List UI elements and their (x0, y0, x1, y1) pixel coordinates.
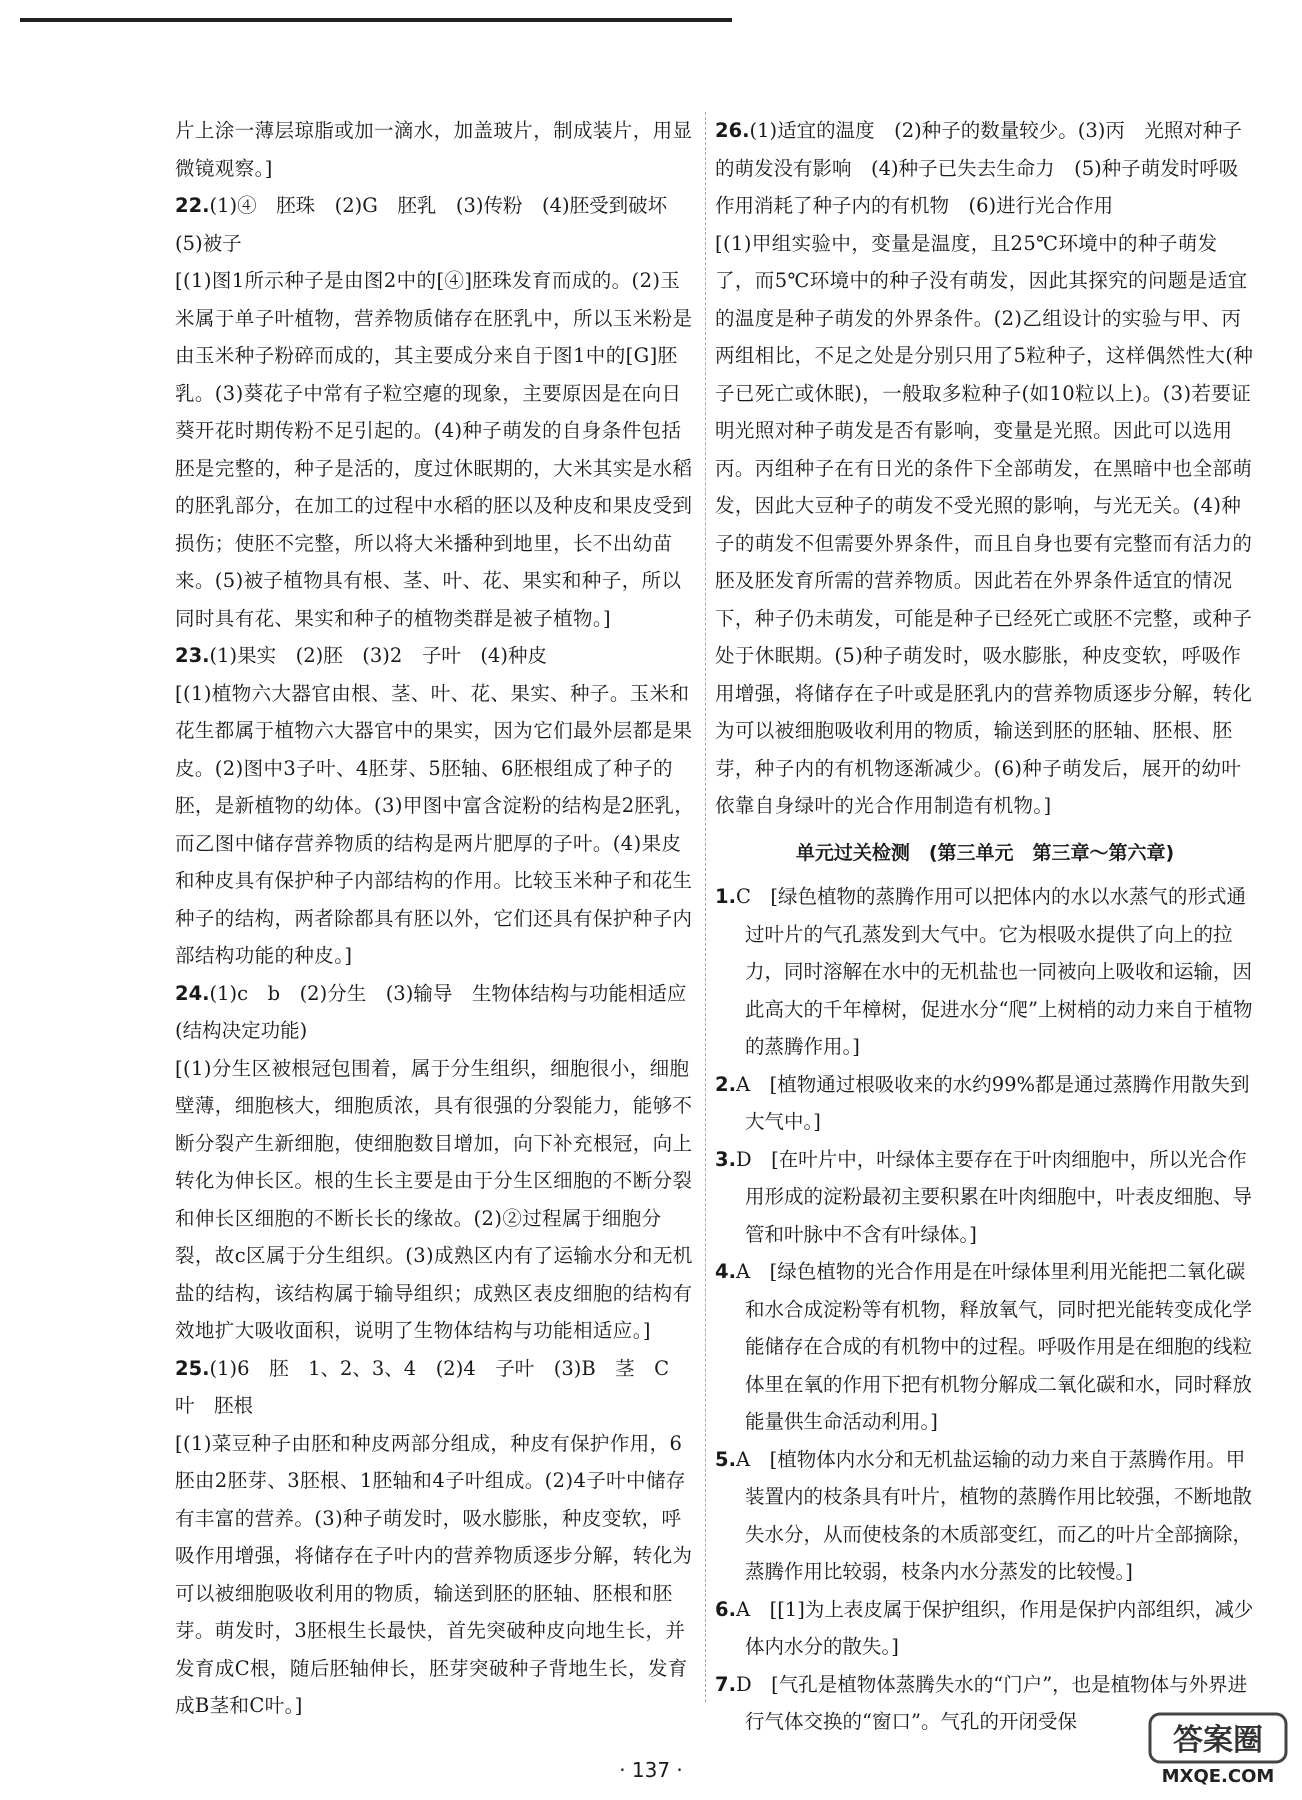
mc-answer: D (735, 1672, 752, 1696)
mc-item-1 (715, 878, 1255, 1066)
explanation-text: [(1)图1所示种子是由图2中的[④]胚珠发育而成的。(2)玉米属于单子叶植物，营养物质储存在胚乳中，所以玉米粉是由玉米种子粉碎而成的，其主要成分来自于图1中的[G]胚乳。(3)葵花子中常有子粒空瘪的现象，主要原因是在向日葵开花时期传粉不足引起的。(4)种子萌发的自身条件包括胚是完整的，种子是活的，度过休眠期的，大米其实是水稻的胚乳部分，在加工的过程中水稻的胚以及种皮和果皮受到损伤；使胚不完整，所以将大米播种到地里，长不出幼苗来。(5)被子植物具有根、茎、叶、花、果实和种子，所以同时具有花、果实和种子的植物类群是被子植物。] (175, 269, 693, 630)
watermark-logo (1148, 1712, 1288, 1788)
question-number: 26. (715, 119, 750, 142)
question-25 (175, 1350, 695, 1725)
mc-item-6 (715, 1591, 1255, 1666)
mc-explanation: [绿色植物的光合作用是在叶绿体里利用光能把二氧化碳和水合成淀粉等有机物，释放氧气，同时把光能转变成化学能储存在合成的有机物中的过程。呼吸作用是在细胞的线粒体里在氧的作用下把有机物分解成二氧化碳和水，同时释放能量供生命活动利用。] (745, 1260, 1253, 1433)
mc-explanation: [植物体内水分和无机盐运输的动力来自于蒸腾作用。甲装置内的枝条具有叶片，植物的蒸腾作用比较强，不断地散失水分，从而使枝条的木质部变红，而乙的叶片全部摘除，蒸腾作用比较弱，枝条内水分蒸发的比较慢。] (745, 1447, 1253, 1583)
mc-answer: A (735, 1447, 751, 1471)
left-column (175, 112, 695, 1725)
mc-item-4 (715, 1253, 1255, 1441)
mc-number: 4. (715, 1260, 736, 1283)
answer-text: (1)果实 (2)胚 (3)2 子叶 (4)种皮 (209, 644, 547, 667)
question-number: 22. (175, 194, 210, 217)
mc-answers (715, 878, 1255, 1741)
question-number: 23. (175, 644, 210, 667)
answer-text: (1)④ 胚珠 (2)G 胚乳 (3)传粉 (4)胚受到破坏 (5)被子 (175, 194, 687, 255)
mc-explanation: [[1]为上表皮属于保护组织，作用是保护内部组织，减少体内水分的散失。] (745, 1597, 1254, 1658)
mc-number: 5. (715, 1447, 736, 1471)
answer-text: (1)适宜的温度 (2)种子的数量较少。(3)丙 光照对种子的萌发没有影响 (4)种子已失去生命力 (5)种子萌发时呼吸作用消耗了种子内的有机物 (6)进行光合作用 (715, 119, 1242, 217)
answer-text: (1)c b (2)分生 (3)输导 生物体结构与功能相适应(结构决定功能) (175, 981, 687, 1042)
mc-explanation: [植物通过根吸收来的水约99%都是通过蒸腾作用散失到大气中。] (745, 1072, 1250, 1133)
explanation-text: [(1)甲组实验中，变量是温度，且25℃环境中的种子萌发了，而5℃环境中的种子没有萌发，因此其探究的问题是适宜的温度是种子萌发的外界条件。(2)乙组设计的实验与甲、丙两组相比，不足之处是分别只用了5粒种子，这样偶然性大(种子已死亡或休眠)，一般取多粒种子(如10粒以上)。(3)若要证明光照对种子萌发是否有影响，变量是光照。因此可以选用丙。丙组种子在有日光的条件下全部萌发，在黑暗中也全部萌发，因此大豆种子的萌发不受光照的影响，与光无关。(4)种子的萌发不但需要外界条件，而且自身也要有完整而有活力的胚及胚发育所需的营养物质。因此若在外界条件适宜的情况下，种子仍未萌发，可能是种子已经死亡或胚不完整，或种子处于休眠期。(5)种子萌发时，吸水膨胀，种皮变软，呼吸作用增强，将储存在子叶或是胚乳内的营养物质逐步分解，转化为可以被细胞吸收利用的物质，输送到胚的胚轴、胚根、胚芽，种子内的有机物逐渐减少。(6)种子萌发后，展开的幼叶依靠自身绿叶的光合作用制造有机物。] (715, 231, 1254, 817)
question-22 (175, 187, 695, 637)
mc-number: 2. (715, 1072, 736, 1096)
mc-answer: A (735, 1597, 751, 1621)
explanation-text: [(1)菜豆种子由胚和种皮两部分组成，种皮有保护作用，6胚由2胚芽、3胚根、1胚轴和4子叶组成。(2)4子叶中储存有丰富的营养。(3)种子萌发时，吸水膨胀，种皮变软，呼吸作用增强，将储存在子叶内的营养物质逐步分解，转化为可以被细胞吸收利用的物质，输送到胚的胚轴、胚根和胚芽。萌发时，3胚根生长最快，首先突破种皮向地生长，并发育成C根，随后胚轴伸长，胚芽突破种子背地生长，发育成B茎和C叶。] (175, 1431, 693, 1717)
mc-number: 3. (715, 1147, 736, 1171)
explanation-text: [(1)分生区被根冠包围着，属于分生组织，细胞很小，细胞壁薄，细胞核大，细胞质浓，具有很强的分裂能力，能够不断分裂产生新细胞，使细胞数目增加，向下补充根冠，向上转化为伸长区。根的生长主要是由于分生区细胞的不断分裂和伸长区细胞的不断长长的缘故。(2)②过程属于细胞分裂，故c区属于分生组织。(3)成熟区内有了运输水分和无机盐的结构，该结构属于输导组织；成熟区表皮细胞的结构有效地扩大吸收面积，说明了生物体结构与功能相适应。] (175, 1056, 693, 1342)
top-rule (20, 18, 732, 22)
answer-text: (1)6 胚 1、2、3、4 (2)4 子叶 (3)B 茎 C 叶 胚根 (175, 1356, 689, 1417)
explanation-text: [(1)植物六大器官由根、茎、叶、花、果实、种子。玉米和花生都属于植物六大器官中的果实，因为它们最外层都是果皮。(2)图中3子叶、4胚芽、5胚轴、6胚根组成了种子的胚，是新植物的幼体。(3)甲图中富含淀粉的结构是2胚乳，而乙图中储存营养物质的结构是两片肥厚的子叶。(4)果皮和种皮具有保护种子内部结构的作用。比较玉米种子和花生种子的结构，两者除都具有胚以外，它们还具有保护种子内部结构功能的种皮。] (175, 681, 695, 967)
watermark-text: 答案圈 (1173, 1723, 1263, 1758)
mc-answer: A (735, 1072, 751, 1096)
mc-answer: A (735, 1260, 751, 1283)
question-26 (715, 112, 1255, 825)
mc-answer: D (735, 1147, 752, 1171)
right-column (715, 112, 1255, 1741)
mc-number: 1. (715, 885, 736, 908)
mc-item-3 (715, 1141, 1255, 1254)
column-divider (705, 112, 706, 1702)
mc-explanation: [气孔是植物体蒸腾失水的“门户”，也是植物体与外界进行气体交换的“窗口”。气孔的开闭受保 (745, 1672, 1248, 1733)
mc-explanation: [在叶片中，叶绿体主要存在于叶肉细胞中，所以光合作用形成的淀粉最初主要积累在叶肉细胞中，叶表皮细胞、导管和叶脉中不含有叶绿体。] (745, 1147, 1253, 1246)
mc-number: 7. (715, 1672, 736, 1696)
page-number: · 137 · (619, 1758, 683, 1782)
question-24 (175, 975, 695, 1350)
section-title: 单元过关检测 (第三单元 第三章～第六章) (795, 841, 1175, 864)
continuation-text: 片上涂一薄层琼脂或加一滴水，加盖玻片，制成装片，用显微镜观察。] (175, 119, 693, 180)
mc-answer: C (735, 885, 751, 908)
question-number: 25. (175, 1356, 210, 1380)
mc-item-5 (715, 1441, 1255, 1591)
question-number: 24. (175, 981, 210, 1005)
question-23 (175, 637, 695, 975)
mc-explanation: [绿色植物的蒸腾作用可以把体内的水以水蒸气的形式通过叶片的气孔蒸发到大气中。它为根吸水提供了向上的拉力，同时溶解在水中的无机盐也一同被向上吸收和运输，因此高大的千年樟树，促进水分“爬”上树梢的动力来自于植物的蒸腾作用。] (745, 885, 1253, 1058)
watermark-url: MXQE.COM (1161, 1766, 1275, 1787)
mc-item-2 (715, 1066, 1255, 1141)
mc-number: 6. (715, 1597, 736, 1621)
